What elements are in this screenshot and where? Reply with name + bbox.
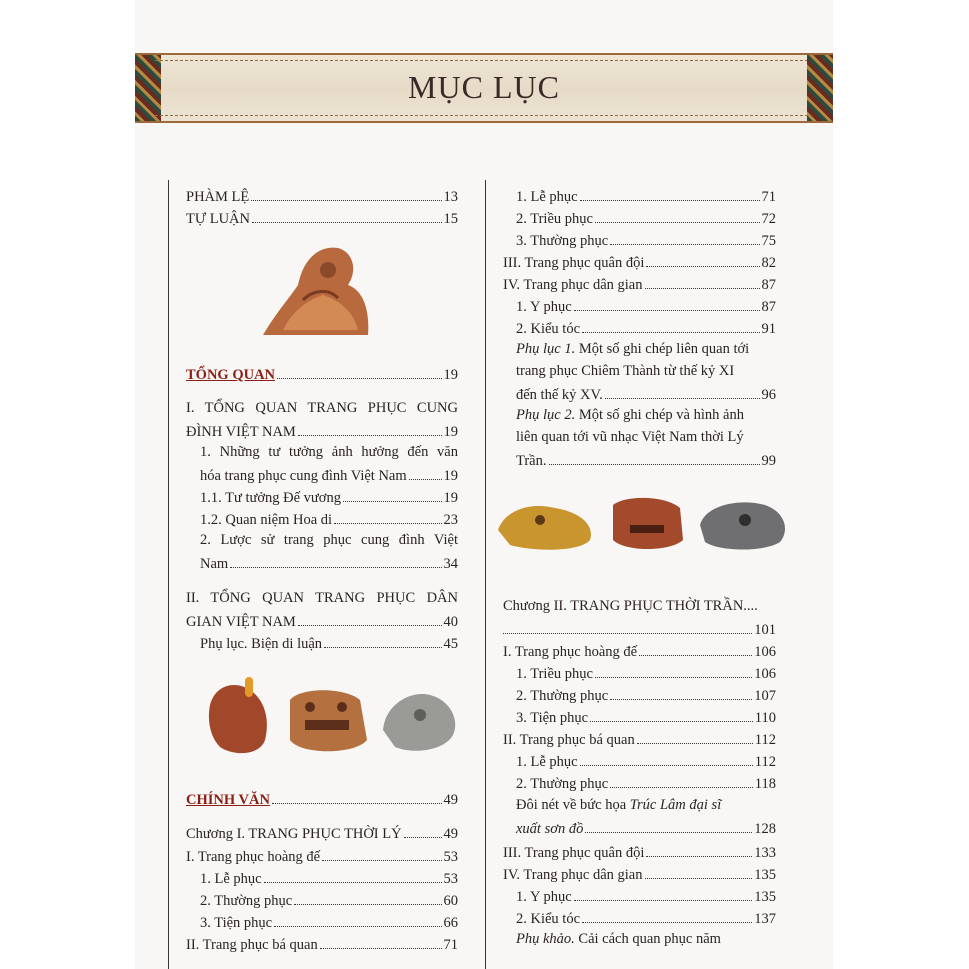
toc-entry[interactable]: 3. Thường phục 75 [516,233,776,249]
toc-entry[interactable]: CHÍNH VĂN 49 [186,792,458,808]
toc-entry[interactable]: I. Trang phục hoàng đế 106 [503,644,776,660]
toc-entry-text: trang phục Chiêm Thành từ thế kỷ XI [516,363,735,379]
toc-entry[interactable]: IV. Trang phục dân gian 87 [503,277,776,293]
toc-entry-text: Phụ khảo. Cải cách quan phục năm [516,931,721,947]
toc-entry[interactable]: II. Trang phục bá quan 71 [186,937,458,953]
ceramic-mask-figurines [205,675,460,760]
title-banner [135,53,833,123]
toc-entry[interactable]: PHÀM LỆ 13 [186,189,458,205]
toc-entry[interactable]: 1. Y phục 135 [516,889,776,905]
toc-entry[interactable]: 1. Triều phục 106 [516,666,776,682]
toc-entry[interactable]: 3. Tiện phục 110 [516,710,776,726]
toc-entry[interactable]: 1. Lễ phục 71 [516,189,776,205]
toc-entry[interactable]: TỔNG QUAN 19 [186,367,458,383]
toc-entry[interactable]: 2. Kiểu tóc 91 [516,321,776,337]
toc-entry[interactable]: 1. Lễ phục 112 [516,754,776,770]
toc-entry-text: Chương II. TRANG PHỤC THỜI TRẦN.... [503,598,758,614]
toc-entry-text: Phụ lục 1. Một số ghi chép liên quan tới [516,341,750,357]
toc-entry[interactable]: 2. Thường phục 107 [516,688,776,704]
ceramic-beast-heads [495,490,790,555]
toc-entry[interactable]: hóa trang phục cung đình Việt Nam 19 [200,468,458,484]
toc-entry-text: Phụ lục 2. Một số ghi chép và hình ảnh [516,407,744,423]
toc-entry-text: I. TỔNG QUAN TRANG PHỤC CUNG [186,400,458,416]
toc-entry[interactable]: 2. Kiểu tóc 137 [516,911,776,927]
toc-entry-text: liên quan tới vũ nhạc Việt Nam thời Lý [516,429,744,445]
toc-entry-text: Đôi nét về bức họa Trúc Lâm đại sĩ [516,797,722,813]
toc-entry[interactable]: 1.2. Quan niệm Hoa di 23 [200,512,458,528]
toc-entry[interactable]: GIAN VIỆT NAM 40 [186,614,458,630]
toc-entry[interactable]: III. Trang phục quân đội 133 [503,845,776,861]
toc-entry[interactable]: III. Trang phục quân đội 82 [503,255,776,271]
toc-entry[interactable]: đến thế kỷ XV. 96 [516,387,776,403]
toc-entry[interactable]: II. Trang phục bá quan 112 [503,732,776,748]
toc-entry[interactable]: 2. Thường phục 118 [516,776,776,792]
toc-entry[interactable]: 2. Thường phục 60 [200,893,458,909]
toc-entry-text: 1. Những tư tưởng ảnh hưởng đến văn [200,444,458,460]
toc-entry-text: 2. Lược sử trang phục cung đình Việt [200,532,458,548]
toc-entry[interactable]: 1.1. Tư tưởng Đế vương 19 [200,490,458,506]
toc-entry-text: II. TỔNG QUAN TRANG PHỤC DÂN [186,590,458,606]
toc-entry[interactable]: I. Trang phục hoàng đế 53 [186,849,458,865]
toc-entry[interactable]: ĐÌNH VIỆT NAM 19 [186,424,458,440]
toc-entry[interactable]: 2. Triều phục 72 [516,211,776,227]
toc-entry[interactable]: TỰ LUẬN 15 [186,211,458,227]
toc-entry[interactable]: xuất sơn đồ 128 [516,821,776,837]
toc-entry[interactable]: IV. Trang phục dân gian 135 [503,867,776,883]
toc-entry[interactable]: Phụ lục. Biện di luận 45 [200,636,458,652]
toc-entry[interactable]: 1. Lễ phục 53 [200,871,458,887]
ceramic-dragon-figurine [258,240,373,345]
toc-entry[interactable]: 101 [503,619,776,639]
toc-entry[interactable]: Trần. 99 [516,453,776,469]
toc-entry[interactable]: 1. Y phục 87 [516,299,776,315]
toc-entry[interactable]: 3. Tiện phục 66 [200,915,458,931]
page-title: MỤC LỤC [408,69,560,105]
toc-entry[interactable]: Chương I. TRANG PHỤC THỜI LÝ 49 [186,826,458,842]
toc-entry[interactable]: Nam 34 [200,556,458,572]
